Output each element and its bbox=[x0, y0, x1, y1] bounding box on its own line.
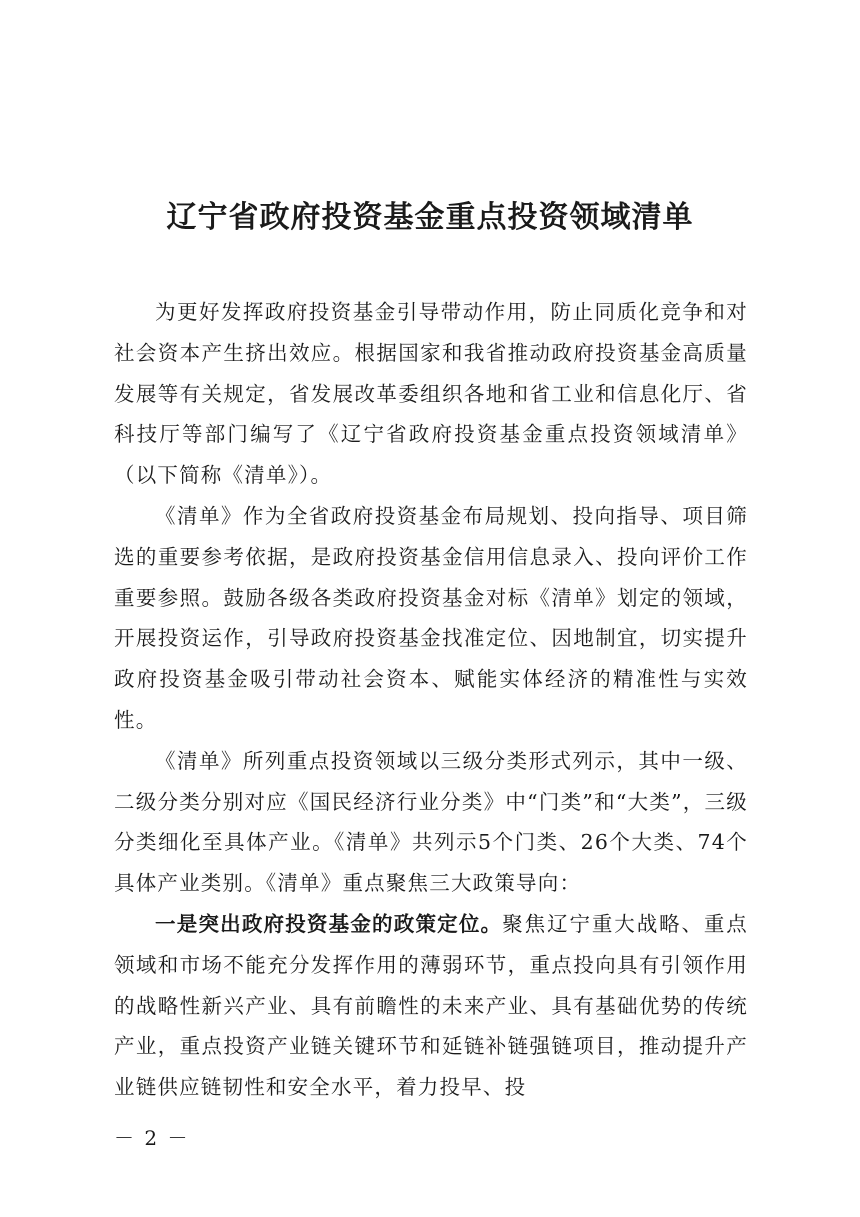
document-title: 辽宁省政府投资基金重点投资领域清单 bbox=[166, 200, 694, 235]
paragraph-4-text: 聚焦辽宁重大战略、重点领域和市场不能充分发挥作用的薄弱环节，重点投向具有引领作用的战略性新兴产业、具有前瞻性的未来产业、具有基础优势的传统产业，重点投资产业链关键环节和延链补链强链项目，推动提升产业链供应链韧性和安全水平，着力投早、投 bbox=[114, 911, 749, 1100]
page-number: － 2 － bbox=[114, 1126, 190, 1150]
paragraph-3: 《清单》所列重点投资领域以三级分类形式列示，其中一级、二级分类分别对应《国民经济行业分类》中“门类”和“大类”，三级分类细化至具体产业。《清单》共列示5个门类、26个大类、74个具体产业类别。《清单》重点聚焦三大政策导向： bbox=[114, 748, 748, 896]
paragraph-2: 《清单》作为全省政府投资基金布局规划、投向指导、项目筛选的重要参考依据，是政府投资基金信用信息录入、投向评价工作重要参照。鼓励各级各类政府投资基金对标《清单》划定的领域，开展投资运作，引导政府投资基金找准定位、因地制宜，切实提升政府投资基金吸引带动社会资本、赋能实体经济的精准性与实效性。 bbox=[114, 503, 748, 732]
paragraph-4-lead: 一是突出政府投资基金的政策定位。 bbox=[155, 911, 503, 936]
paragraph-4 bbox=[114, 904, 748, 1108]
document-body bbox=[114, 292, 748, 1108]
paragraph-1: 为更好发挥政府投资基金引导带动作用，防止同质化竞争和对社会资本产生挤出效应。根据国家和我省推动政府投资基金高质量发展等有关规定，省发展改革委组织各地和省工业和信息化厅、省科技厅等部门编写了《辽宁省政府投资基金重点投资领域清单》（以下简称《清单》）。 bbox=[114, 300, 748, 488]
